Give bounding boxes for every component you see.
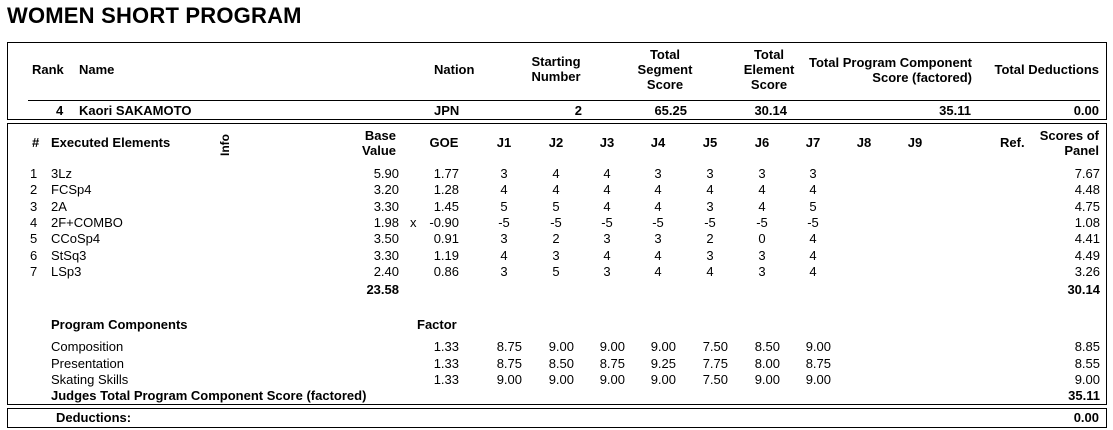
element-judge-score: 4 [654, 247, 662, 263]
component-judge-score: 8.00 [754, 355, 780, 371]
element-judge-score: 4 [603, 182, 611, 198]
component-name: Skating Skills [51, 372, 129, 388]
element-panel-score: 4.41 [1074, 231, 1100, 247]
component-judge-score: 8.75 [805, 355, 831, 371]
element-judge-score: 4 [603, 247, 611, 263]
element-judge-score: 5 [809, 198, 817, 214]
element-name: CCoSp4 [51, 231, 101, 247]
element-judge-score: 4 [809, 182, 817, 198]
header-element-line-3: Score [750, 77, 788, 92]
component-panel-score: 8.85 [1074, 339, 1100, 354]
element-number: 4 [30, 214, 38, 230]
components-header: Program Components [51, 317, 188, 332]
element-judge-score: 3 [758, 166, 766, 181]
panel-header-line-1: Scores of [1039, 128, 1099, 143]
element-judge-score: 4 [552, 182, 560, 198]
component-judge-score: 9.00 [754, 372, 780, 388]
element-goe: 0.91 [433, 231, 459, 247]
skater-name: Kaori SAKAMOTO [79, 103, 192, 118]
skater-total-pcs: 35.11 [939, 103, 971, 118]
base-header-line-2: Value [362, 143, 396, 158]
element-goe: 1.28 [433, 182, 459, 198]
summary-divider [28, 100, 1100, 101]
element-name: 2A [51, 198, 67, 214]
element-judge-score: 3 [758, 247, 766, 263]
element-judge-score: 4 [500, 247, 508, 263]
element-judge-score: 4 [758, 182, 766, 198]
element-judge-score: 4 [758, 198, 766, 214]
element-name: 2F+COMBO [51, 214, 123, 230]
component-judge-score: 9.00 [805, 339, 831, 354]
element-panel-score: 7.67 [1074, 166, 1100, 181]
element-judge-score: -5 [756, 214, 768, 230]
component-judge-score: 8.50 [548, 355, 574, 371]
element-goe: 1.77 [433, 166, 459, 181]
col-j7-header: J7 [805, 135, 821, 150]
element-panel-score: 4.49 [1074, 247, 1100, 263]
component-name: Presentation [51, 355, 124, 371]
skater-nation: JPN [434, 103, 460, 118]
header-name: Name [79, 62, 115, 77]
component-judge-score: 9.25 [650, 355, 676, 371]
element-base-value: 3.30 [373, 198, 399, 214]
component-judge-score: 8.50 [754, 339, 780, 354]
element-judge-score: 4 [809, 231, 817, 247]
element-judge-score: 3 [500, 231, 508, 247]
element-judge-score: 4 [603, 198, 611, 214]
page-title: WOMEN SHORT PROGRAM [7, 3, 302, 28]
header-total-deductions: Total Deductions [994, 62, 1099, 77]
element-judge-score: 3 [706, 166, 714, 181]
element-name: StSq3 [51, 247, 87, 263]
header-segment-line-1: Total [649, 47, 681, 62]
component-judge-score: 8.75 [599, 355, 625, 371]
header-segment-line-2: Segment [637, 62, 693, 77]
element-judge-score: 4 [654, 263, 662, 279]
col-goe-header: GOE [429, 135, 459, 150]
element-panel-score: 4.48 [1074, 182, 1100, 198]
col-j2-header: J2 [548, 135, 564, 150]
element-judge-score: 4 [603, 166, 611, 181]
element-number: 5 [30, 231, 38, 247]
component-judge-score: 9.00 [599, 372, 625, 388]
element-base-value: 1.98 [373, 214, 399, 230]
skater-starting-number: 2 [574, 103, 582, 118]
element-x-marker: x [410, 214, 417, 230]
element-judge-score: 3 [758, 263, 766, 279]
component-judge-score: 7.75 [702, 355, 728, 371]
element-judge-score: 3 [500, 166, 508, 181]
element-name: LSp3 [51, 263, 82, 279]
element-judge-score: 4 [809, 263, 817, 279]
col-j9-header: J9 [907, 135, 923, 150]
element-goe: 0.86 [433, 263, 459, 279]
element-judge-score: 2 [552, 231, 560, 247]
col-base-header [340, 128, 396, 158]
element-judge-score: 3 [654, 231, 662, 247]
header-segment-line-3: Score [646, 77, 684, 92]
element-number: 2 [30, 182, 38, 198]
element-judge-score: 4 [552, 166, 560, 181]
element-judge-score: 0 [758, 231, 766, 247]
element-judge-score: -5 [498, 214, 510, 230]
header-element-line-2: Element [743, 62, 795, 77]
col-executed-header: Executed Elements [51, 135, 171, 150]
element-number: 7 [30, 263, 38, 279]
component-factor: 1.33 [433, 339, 459, 354]
element-judge-score: 4 [706, 263, 714, 279]
element-judge-score: 3 [603, 231, 611, 247]
component-panel-score: 8.55 [1074, 355, 1100, 371]
base-header-line-1: Base [364, 128, 396, 143]
element-panel-score: 1.08 [1074, 214, 1100, 230]
col-j6-header: J6 [754, 135, 770, 150]
element-judge-score: 3 [706, 247, 714, 263]
element-judge-score: -5 [652, 214, 664, 230]
element-goe: -0.90 [429, 214, 459, 230]
col-j3-header: J3 [599, 135, 615, 150]
element-judge-score: 5 [500, 198, 508, 214]
elements-base-total: 23.58 [366, 282, 399, 297]
col-panel-header [1020, 128, 1099, 158]
component-judge-score: 9.00 [599, 339, 625, 354]
element-goe: 1.19 [433, 247, 459, 263]
element-judge-score: 3 [706, 198, 714, 214]
deductions-label: Deductions: [56, 410, 132, 425]
deductions-box [7, 408, 1107, 428]
element-judge-score: 4 [706, 182, 714, 198]
skater-rank: 4 [56, 103, 64, 118]
elements-panel-total: 30.14 [1067, 282, 1100, 297]
judges-total-pcs-value: 35.11 [1068, 388, 1100, 403]
element-judge-score: 4 [654, 182, 662, 198]
element-judge-score: 3 [809, 166, 817, 181]
col-j4-header: J4 [650, 135, 666, 150]
element-base-value: 3.30 [373, 247, 399, 263]
skater-total-segment: 65.25 [654, 103, 687, 118]
factor-header: Factor [417, 317, 457, 332]
component-judge-score: 9.00 [548, 372, 574, 388]
element-judge-score: 4 [654, 198, 662, 214]
col-num-header: # [32, 135, 40, 150]
element-judge-score: -5 [704, 214, 716, 230]
element-goe: 1.45 [433, 198, 459, 214]
component-panel-score: 9.00 [1074, 372, 1100, 388]
element-number: 6 [30, 247, 38, 263]
header-total-segment [620, 47, 710, 92]
judges-total-pcs-label: Judges Total Program Component Score (factored) [51, 388, 367, 403]
component-judge-score: 9.00 [548, 339, 574, 354]
element-name: 3Lz [51, 166, 72, 181]
element-judge-score: 2 [706, 231, 714, 247]
component-factor: 1.33 [433, 372, 459, 388]
element-panel-score: 4.75 [1074, 198, 1100, 214]
component-judge-score: 7.50 [702, 339, 728, 354]
element-judge-score: 5 [552, 263, 560, 279]
component-name: Composition [51, 339, 124, 354]
element-base-value: 5.90 [373, 166, 399, 181]
element-number: 3 [30, 198, 38, 214]
component-judge-score: 8.75 [496, 339, 522, 354]
element-judge-score: 5 [552, 198, 560, 214]
header-element-line-1: Total [753, 47, 785, 62]
element-judge-score: -5 [601, 214, 613, 230]
header-starting-line-1: Starting [531, 54, 581, 69]
element-judge-score: -5 [550, 214, 562, 230]
col-info-header: Info [218, 134, 232, 156]
header-pcs-line-2: Score (factored) [872, 70, 972, 85]
element-panel-score: 3.26 [1074, 263, 1100, 279]
skater-total-deductions: 0.00 [1073, 103, 1099, 118]
component-factor: 1.33 [433, 355, 459, 371]
component-judge-score: 9.00 [650, 339, 676, 354]
element-judge-score: 3 [654, 166, 662, 181]
header-total-pcs [790, 55, 972, 85]
element-judge-score: 4 [500, 182, 508, 198]
element-judge-score: 3 [500, 263, 508, 279]
component-judge-score: 9.00 [650, 372, 676, 388]
header-pcs-line-1: Total Program Component [809, 55, 972, 70]
col-j1-header: J1 [496, 135, 512, 150]
element-base-value: 3.50 [373, 231, 399, 247]
component-judge-score: 9.00 [805, 372, 831, 388]
element-judge-score: 3 [603, 263, 611, 279]
component-judge-score: 8.75 [496, 355, 522, 371]
header-rank: Rank [32, 62, 64, 77]
skater-total-element: 30.14 [754, 103, 787, 118]
header-nation: Nation [434, 62, 475, 77]
col-j5-header: J5 [702, 135, 718, 150]
element-base-value: 2.40 [373, 263, 399, 279]
element-base-value: 3.20 [373, 182, 399, 198]
component-judge-score: 7.50 [702, 372, 728, 388]
element-number: 1 [30, 166, 38, 181]
component-judge-score: 9.00 [496, 372, 522, 388]
element-judge-score: 3 [552, 247, 560, 263]
header-starting-number [520, 54, 592, 84]
deductions-value: 0.00 [1073, 410, 1099, 425]
col-ref-header: Ref. [1000, 135, 1025, 150]
panel-header-line-2: Panel [1064, 143, 1099, 158]
element-judge-score: -5 [807, 214, 819, 230]
header-starting-line-2: Number [531, 69, 581, 84]
element-name: FCSp4 [51, 182, 92, 198]
element-judge-score: 4 [809, 247, 817, 263]
col-j8-header: J8 [856, 135, 872, 150]
